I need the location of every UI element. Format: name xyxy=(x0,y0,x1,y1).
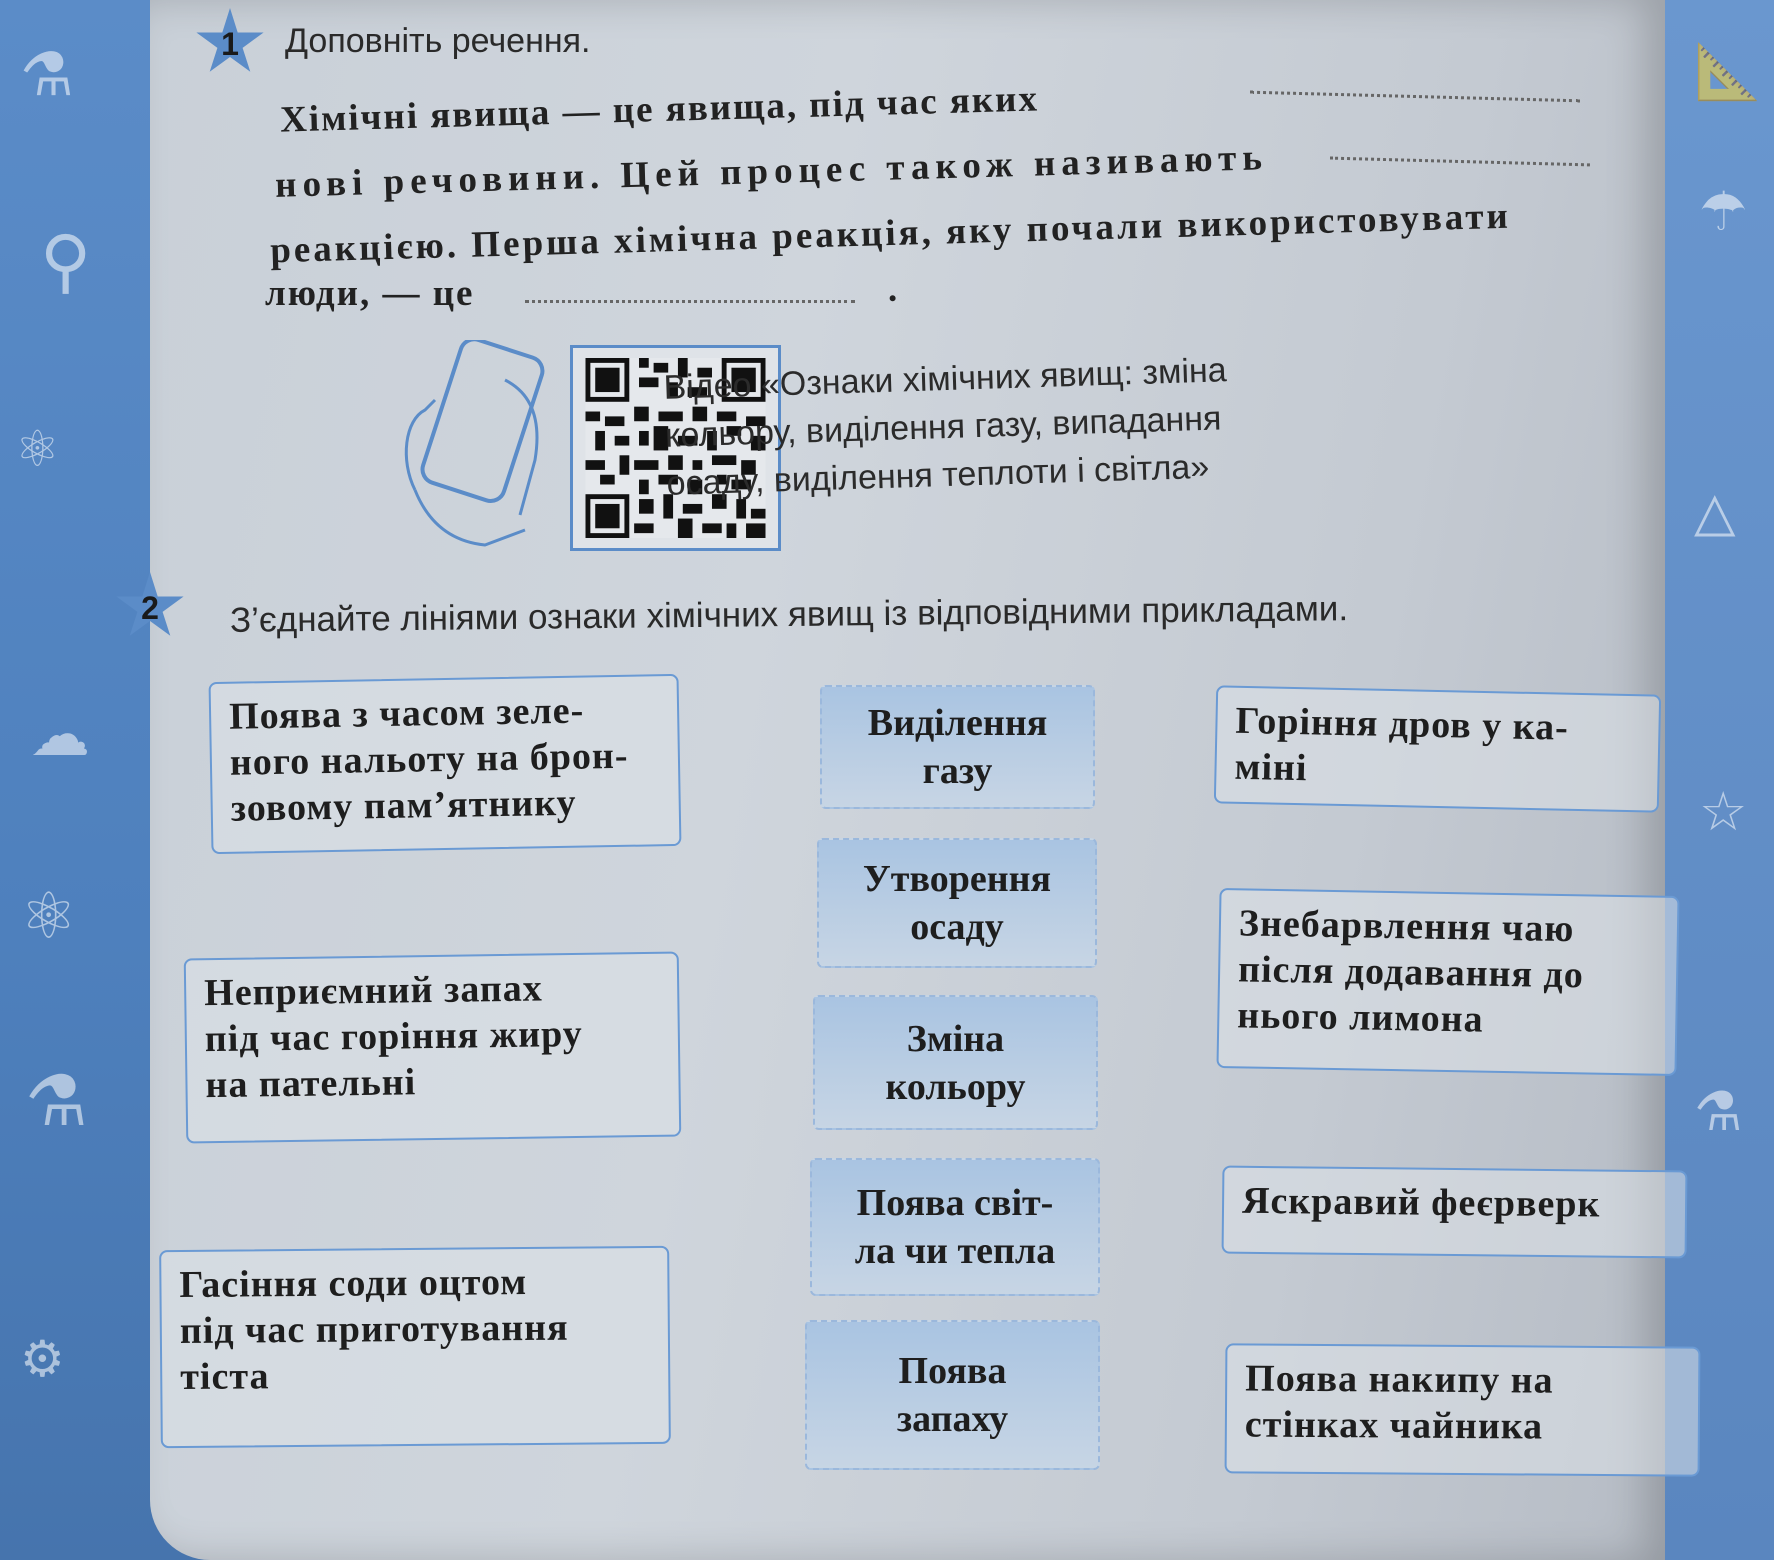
flask-doodle-icon: ⚗ xyxy=(20,40,74,110)
left-example-3-text: Гасіння соди оцтом під час приготування тіста xyxy=(179,1261,569,1399)
video-caption-line-3: осаду, виділення теплоти і світла» xyxy=(666,447,1210,503)
right-example-4[interactable] xyxy=(1225,1343,1701,1476)
sign-color-change-text: Зміна кольору xyxy=(885,1017,1026,1108)
task-1-line-3: реакцією. Перша хімічна реакція, яку почали використовувати xyxy=(269,195,1512,272)
triangle-doodle-icon: △ xyxy=(1694,480,1736,543)
left-example-3[interactable] xyxy=(159,1246,671,1448)
task-1-title: Доповніть речення. xyxy=(285,22,591,60)
cloud-doodle-icon: ☁ xyxy=(30,700,90,770)
right-example-1-text: Горіння дров у ка- міні xyxy=(1234,699,1570,790)
right-example-4-text: Поява накипу на стінках чайника xyxy=(1244,1357,1554,1448)
task-1-number: 1 xyxy=(221,26,239,62)
left-example-1[interactable] xyxy=(209,674,682,854)
task-1-end-mark: . xyxy=(888,269,900,310)
video-caption-line-2: кольору, виділення газу, випадання xyxy=(664,399,1222,455)
task-1-line-4: люди, — це xyxy=(265,273,475,314)
answer-blank-1[interactable] xyxy=(1250,91,1580,103)
sign-light-heat-text: Поява світ- ла чи тепла xyxy=(854,1182,1056,1272)
video-caption-line-1: Відео «Ознаки хімічних явищ: зміна xyxy=(663,351,1228,407)
right-example-3-text: Яскравий феєрверк xyxy=(1241,1179,1601,1226)
task-1-line-2: нові речовини. Цей процес також називають xyxy=(274,137,1269,206)
flask-doodle-icon: ⚗ xyxy=(1694,1080,1743,1143)
sign-gas-release-text: Виділення газу xyxy=(867,702,1048,792)
right-example-3[interactable] xyxy=(1222,1166,1688,1259)
umbrella-doodle-icon: ☂ xyxy=(1699,180,1748,243)
workbook-page xyxy=(141,0,1665,1560)
sign-gas-release[interactable] xyxy=(820,685,1095,809)
molecule-doodle-icon: ⚛ xyxy=(15,420,60,478)
task-2-number: 2 xyxy=(141,590,159,626)
sign-color-change[interactable] xyxy=(813,995,1098,1130)
atom-doodle-icon: ⚛ xyxy=(20,880,78,954)
sign-light-heat[interactable] xyxy=(810,1158,1100,1296)
sign-precipitate-text: Утворення осаду xyxy=(862,858,1052,948)
ruler-doodle-icon: 📐 xyxy=(1694,40,1762,103)
video-caption xyxy=(663,346,1230,508)
sign-precipitate[interactable] xyxy=(817,838,1097,968)
star-doodle-icon: ☆ xyxy=(1699,780,1748,843)
right-example-2[interactable] xyxy=(1216,888,1679,1076)
sign-smell-text: Поява запаху xyxy=(896,1350,1009,1440)
answer-blank-3[interactable] xyxy=(525,300,855,303)
phone-in-hand-icon xyxy=(395,340,555,550)
decorative-right-margin xyxy=(1664,0,1774,1560)
answer-blank-2[interactable] xyxy=(1330,157,1590,167)
task-1-line-1: Хімічні явища — це явища, під час яких xyxy=(279,78,1040,141)
sign-smell[interactable] xyxy=(805,1320,1100,1470)
left-example-2[interactable] xyxy=(184,952,682,1144)
left-example-2-text: Неприємний запах під час горіння жиру на пательні xyxy=(203,967,584,1107)
right-example-1[interactable] xyxy=(1214,685,1661,812)
task-2-title: З’єднайте лініями ознаки хімічних явищ із відповідними прикладами. xyxy=(229,589,1349,640)
left-example-1-text: Поява з часом зеле- ного нальоту на брон- зовому пам’ятнику xyxy=(228,689,629,830)
gear-doodle-icon: ⚙ xyxy=(20,1330,65,1388)
beaker-doodle-icon: ⚗ xyxy=(25,1060,88,1142)
right-example-2-text: Знебарвлення чаю після додавання до нього лимона xyxy=(1237,902,1585,1041)
lab-stand-doodle-icon: ⚲ xyxy=(40,220,92,302)
